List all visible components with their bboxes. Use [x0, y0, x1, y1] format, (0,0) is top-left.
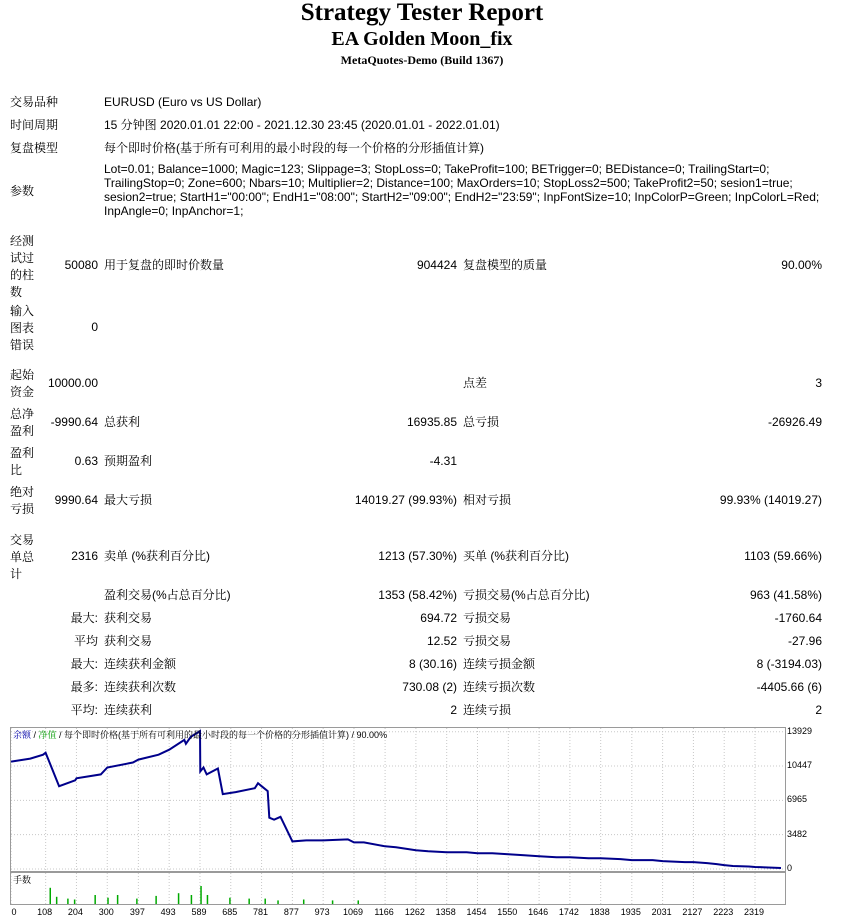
largest-loss-label: 亏损交易 — [463, 611, 512, 625]
bars-value: 50080 — [64, 258, 98, 272]
balance-chart — [10, 727, 786, 872]
spread-value: 3 — [815, 376, 822, 390]
trades-label: 交易单总计 — [10, 533, 35, 581]
gross-loss-value: -26926.49 — [767, 415, 822, 429]
volume-bar — [155, 896, 157, 904]
balance-chart-plot — [11, 728, 785, 871]
volume-bar — [107, 898, 109, 904]
chart-legend — [13, 730, 387, 741]
max-drawdown-label: 最大亏损 — [104, 493, 153, 507]
average-loss-label: 亏损交易 — [463, 634, 512, 648]
quality-label: 复盘模型的质量 — [463, 258, 548, 272]
x-tick-label: 1454 — [466, 907, 487, 917]
volume-bar — [178, 893, 180, 904]
max-profit-win-value: 730.08 (2) — [402, 680, 457, 694]
x-tick-label: 2223 — [713, 907, 734, 917]
volume-legend: 手数 — [13, 875, 32, 885]
payoff-label: 预期盈利 — [104, 454, 153, 468]
x-tick-label: 204 — [67, 907, 83, 917]
volume-bar — [264, 899, 266, 904]
max-consec-loss-value: 8 (-3194.03) — [756, 657, 822, 671]
bars-label: 经测试过的柱数 — [10, 234, 35, 299]
params-value: Lot=0.01; Balance=1000; Magic=123; Slippage=3; StopLoss=0; TakeProfit=100; BETrigger=0; BEDistance=0; TrailingStart=0; TrailingStop=0; Zone=600; Nbars=10; Multiplier=2; Distance=100; MaxOrders=10; StopLoss2=500; TakeProfit2=50; sesion1=true; sesion2=true; StartH1="00:00"; EndH1="08:00"; StartH2="09:00"; EndH2="23:59"; InpFontSize=10; InpColorP=Green; InpColorL=Red; InpAngle=0; InpAnchor=1; — [104, 162, 820, 218]
symbol-label: 交易品种 — [10, 95, 59, 109]
volume-bar — [248, 899, 250, 904]
avg-consec-loss-label: 连续亏损 — [463, 703, 512, 717]
volume-bar — [207, 895, 209, 904]
long-value: 1103 (59.66%) — [744, 549, 822, 563]
x-tick-label: 2127 — [682, 907, 703, 917]
legend-balance: 余额 — [13, 730, 32, 740]
x-tick-label: 1646 — [528, 907, 549, 917]
y-tick-label: 13929 — [787, 725, 813, 736]
x-tick-label: 589 — [191, 907, 207, 917]
payoff-value: -4.31 — [429, 454, 457, 468]
average-win-value: 12.52 — [426, 634, 457, 648]
period-label: 时间周期 — [10, 118, 59, 132]
volume-bar — [74, 900, 76, 905]
rel-drawdown-label: 相对亏损 — [463, 493, 512, 507]
net-value: -9990.64 — [50, 415, 98, 429]
gross-profit-label: 总获利 — [104, 415, 141, 429]
volume-bar — [229, 898, 231, 904]
largest-win-value: 694.72 — [420, 611, 457, 625]
volume-bar — [200, 886, 202, 904]
x-tick-label: 300 — [98, 907, 114, 917]
x-tick-label: 1550 — [497, 907, 518, 917]
volume-bar — [117, 895, 119, 904]
x-tick-label: 1166 — [374, 907, 394, 917]
period-value: 15 分钟图 2020.01.01 22:00 - 2021.12.30 23:45 (2020.01.01 - 2022.01.01) — [104, 118, 500, 132]
volume-bar — [67, 899, 69, 904]
errors-value: 0 — [91, 320, 98, 334]
max-consec-win-value: 8 (30.16) — [408, 657, 457, 671]
deposit-label: 起始资金 — [10, 368, 35, 399]
x-tick-label: 1838 — [589, 907, 610, 917]
x-tick-label: 1069 — [342, 907, 363, 917]
short-label: 卖单 (%获利百分比) — [104, 549, 210, 563]
net-label: 总净盈利 — [10, 407, 35, 438]
volume-bar — [303, 900, 305, 905]
win-value: 1353 (58.42%) — [378, 588, 457, 602]
max-profit-prefix: 最多: — [70, 680, 98, 694]
profit-factor-value: 0.63 — [74, 454, 98, 468]
params-label: 参数 — [10, 184, 35, 198]
volume-chart-plot — [11, 873, 785, 904]
volume-bar — [358, 900, 360, 904]
avg-consec-win-value: 2 — [450, 703, 457, 717]
x-tick-label: 0 — [11, 907, 17, 917]
gross-loss-label: 总亏损 — [463, 415, 500, 429]
largest-win-label: 获利交易 — [104, 611, 153, 625]
volume-bar — [332, 900, 334, 904]
volume-bar — [136, 899, 138, 904]
largest-prefix: 最大: — [70, 611, 98, 625]
long-label: 买单 (%获利百分比) — [463, 549, 569, 563]
y-tick-label: 6965 — [787, 794, 808, 805]
volume-bar — [94, 895, 96, 904]
profit-factor-label: 盈利比 — [10, 446, 35, 477]
legend-separator: / — [31, 730, 39, 740]
avg-consec-prefix: 平均: — [70, 703, 98, 717]
volume-bar — [56, 897, 58, 904]
x-tick-label: 1742 — [558, 907, 579, 917]
x-tick-label: 1935 — [620, 907, 641, 917]
expert-name: EA Golden Moon_fix — [331, 28, 513, 50]
y-tick-label: 3482 — [787, 828, 808, 839]
max-consec-prefix: 最大: — [70, 657, 98, 671]
legend-equity: 净值 — [38, 730, 57, 740]
x-tick-label: 108 — [37, 907, 53, 917]
symbol-value: EURUSD (Euro vs US Dollar) — [104, 95, 262, 109]
volume-bar — [191, 895, 193, 904]
x-tick-label: 2319 — [743, 907, 765, 917]
x-tick-label: 1358 — [435, 907, 456, 917]
x-tick-label: 397 — [129, 907, 145, 917]
errors-label: 输入图表错误 — [10, 304, 35, 352]
legend-model: / 每个即时价格(基于所有可利用的最小时段的每一个价格的分形插值计算) / 90.00% — [56, 730, 388, 740]
ticks-value: 904424 — [416, 258, 457, 272]
max-drawdown-value: 14019.27 (99.93%) — [354, 493, 457, 507]
win-label: 盈利交易(%占总百分比) — [104, 588, 231, 602]
max-profit-loss-label: 连续亏损次数 — [463, 680, 536, 694]
volume-bar — [50, 888, 52, 904]
max-profit-win-label: 连续获利次数 — [104, 680, 177, 694]
balance-series-line — [11, 731, 781, 868]
avg-consec-loss-value: 2 — [815, 703, 822, 717]
y-tick-label: 0 — [787, 863, 793, 873]
average-prefix: 平均 — [73, 634, 98, 648]
x-tick-label: 781 — [253, 907, 269, 917]
loss-label: 亏损交易(%占总百分比) — [463, 588, 590, 602]
report-title: Strategy Tester Report — [300, 0, 544, 26]
x-tick-label: 877 — [283, 907, 299, 917]
gross-profit-value: 16935.85 — [406, 415, 457, 429]
model-label: 复盘模型 — [10, 141, 59, 155]
quality-value: 90.00% — [781, 258, 822, 272]
abs-drawdown-label: 绝对亏损 — [10, 485, 35, 516]
x-tick-label: 973 — [314, 907, 330, 917]
short-value: 1213 (57.30%) — [378, 549, 457, 563]
max-consec-win-label: 连续获利金额 — [104, 657, 177, 671]
ticks-label: 用于复盘的即时价数量 — [104, 258, 225, 272]
abs-drawdown-value: 9990.64 — [54, 493, 98, 507]
avg-consec-win-label: 连续获利 — [104, 703, 153, 717]
y-tick-label: 10447 — [787, 760, 813, 771]
average-win-label: 获利交易 — [104, 634, 153, 648]
model-value: 每个即时价格(基于所有可利用的最小时段的每一个价格的分形插值计算) — [104, 141, 484, 155]
volume-bar — [277, 900, 279, 904]
trades-value: 2316 — [71, 549, 98, 563]
max-consec-loss-label: 连续亏损金额 — [463, 657, 536, 671]
server-build: MetaQuotes-Demo (Build 1367) — [340, 53, 504, 67]
deposit-value: 10000.00 — [47, 376, 98, 390]
x-tick-label: 685 — [222, 907, 238, 917]
max-profit-loss-value: -4405.66 (6) — [756, 680, 822, 694]
rel-drawdown-value: 99.93% (14019.27) — [719, 493, 822, 507]
x-tick-label: 1262 — [404, 907, 425, 917]
average-loss-value: -27.96 — [787, 634, 822, 648]
largest-loss-value: -1760.64 — [774, 611, 822, 625]
loss-value: 963 (41.58%) — [749, 588, 822, 602]
volume-chart — [10, 872, 786, 905]
x-tick-label: 2031 — [651, 907, 672, 917]
spread-label: 点差 — [463, 376, 488, 390]
x-tick-label: 493 — [160, 907, 176, 917]
